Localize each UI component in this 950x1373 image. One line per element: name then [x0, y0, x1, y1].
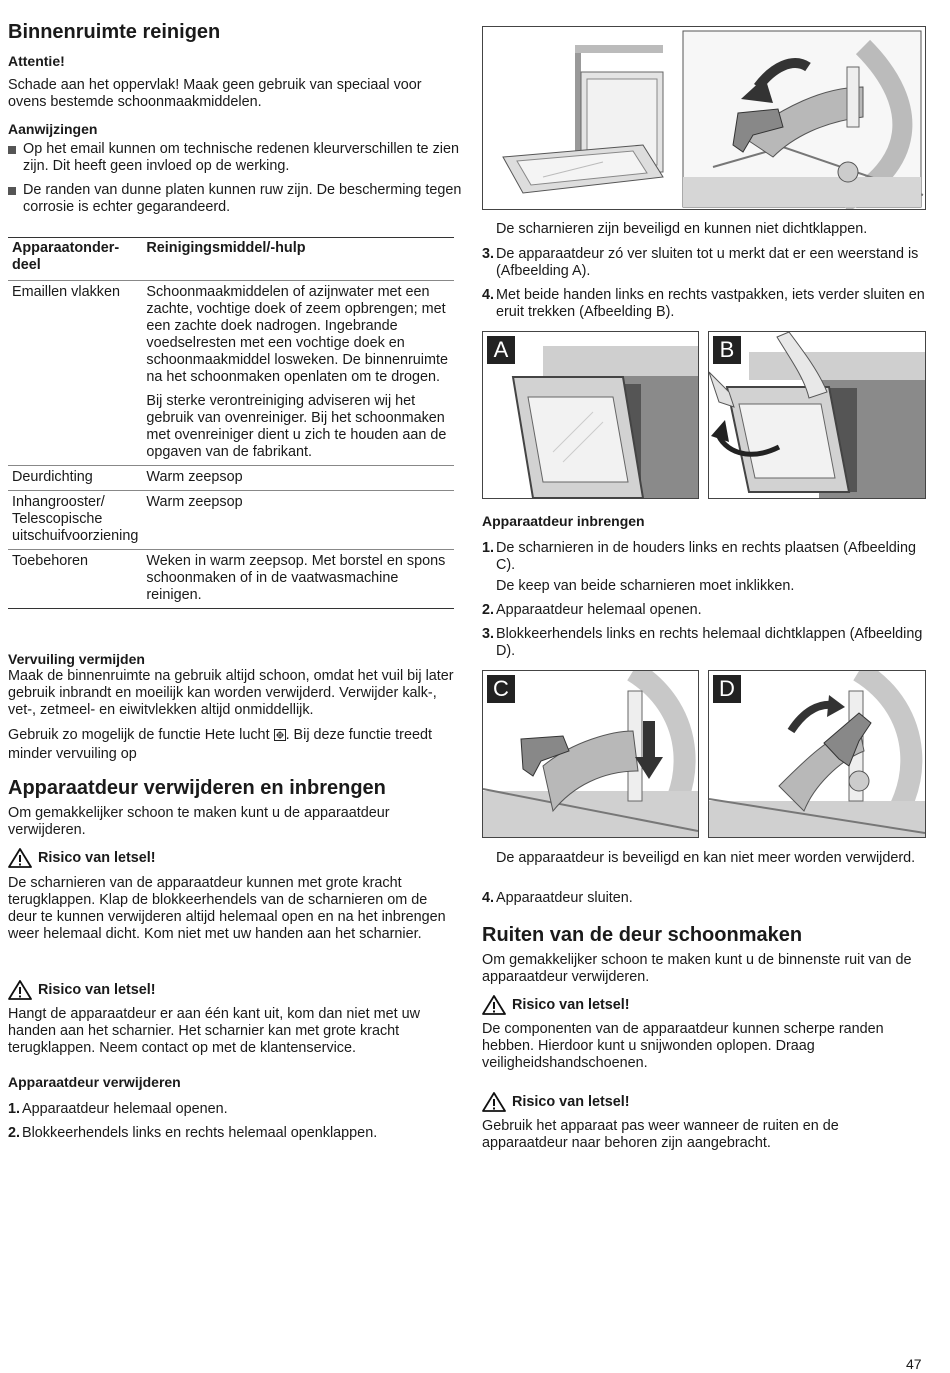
- oven-door-close-illustration: [483, 332, 698, 498]
- risk-heading-text: Risico van letsel!: [38, 982, 156, 998]
- figure-hinge-open: [482, 26, 926, 210]
- step-text: Met beide handen links en rechts vastpakken, iets verder sluiten en eruit trekken (Afbeelding B).: [496, 287, 925, 320]
- hot-air-icon: [274, 729, 286, 746]
- cleaner-text-2: Bij sterke verontreiniging adviseren wij het gebruik van ovenreiniger. Bij het schoonmaken met ovenreiniger dient u zich te houden aan de opgaven van de fabrikant.: [146, 393, 447, 460]
- notes-heading: Aanwijzingen: [8, 121, 98, 137]
- risk-heading: [8, 848, 156, 868]
- table-cell-cleaner: Weken in warm zeepsop. Met borstel en spons schoonmaken of in de vaatwasmachine reinigen.: [146, 553, 446, 603]
- figure-a: [482, 331, 699, 499]
- risk-heading: [482, 1092, 630, 1112]
- avoid-text-2a: Gebruik zo mogelijk de functie Hete lucht: [8, 727, 270, 743]
- step-text: De scharnieren in de houders links en rechts plaatsen (Afbeelding C).: [496, 540, 916, 573]
- risk-heading: [482, 995, 630, 1015]
- figure-d: [708, 670, 926, 838]
- step-text: Apparaatdeur helemaal openen.: [22, 1101, 228, 1117]
- table-cell-cleaner: Warm zeepsop: [146, 494, 243, 510]
- table-row: [8, 466, 454, 491]
- table-cell-part: Inhangrooster/ Telescopische uitschuifvoorziening: [12, 494, 139, 544]
- table-cell-part: Deurdichting: [12, 469, 93, 485]
- avoid-heading: Vervuiling vermijden: [8, 651, 145, 667]
- avoid-text-2b: . Bij deze functie treedt minder vervuiling op: [8, 727, 432, 762]
- step-number: 4.: [482, 890, 495, 906]
- step-item: [482, 890, 926, 907]
- table-cell-part: Toebehoren: [12, 553, 89, 569]
- step-text: Blokkeerhendels links en rechts helemaal openklappen.: [22, 1125, 378, 1141]
- table-row: [8, 281, 454, 466]
- glass-intro: Om gemakkelijker schoon te maken kunt u de binnenste ruit van de apparaatdeur verwijderen.: [482, 952, 912, 985]
- step-item: [8, 1125, 462, 1142]
- step-item: [482, 540, 926, 574]
- avoid-text: Maak de binnenruimte na gebruik altijd schoon, omdat het vuil bij later gebruik inbrandt en moeilijk kan worden verwijderd. Verwijder kalk-, vet-, zetmeel- en eiwitvlekken altijd onmiddellijk.: [8, 668, 454, 718]
- figure-label: C: [487, 675, 515, 703]
- table-row: [8, 550, 454, 609]
- step-number: 2.: [482, 602, 495, 618]
- step-item: [482, 287, 926, 321]
- note-item: Op het email kunnen om technische redenen kleurverschillen te zien zijn. Dit heeft geen invloed op de werking.: [8, 141, 463, 175]
- oven-door-illustration: [483, 27, 925, 209]
- table-cell-cleaner: Warm zeepsop: [146, 469, 243, 485]
- step-text: Blokkeerhendels links en rechts helemaal dichtklappen (Afbeelding D).: [496, 626, 923, 659]
- figure-c: [482, 670, 699, 838]
- section-title-door: Apparaatdeur verwijderen en inbrengen: [8, 777, 386, 799]
- cleaner-text: Schoonmaakmiddelen of azijnwater met een zachte, vochtige doek of zeem opbrengen; met een zachte doek nadrogen. Ingebrande voedselresten met een vochtige doek en schoonmaakmiddel losweken. De binnenruimte na het schoonmaken openlaten om te drogen.: [146, 284, 448, 385]
- risk-heading-text: Risico van letsel!: [512, 997, 630, 1013]
- step-item: [482, 602, 926, 619]
- step-item: [8, 1101, 462, 1118]
- section-title-glass: Ruiten van de deur schoonmaken: [482, 924, 803, 946]
- table-header-part: Apparaatonder-deel: [12, 240, 120, 273]
- warning-icon: [482, 1092, 506, 1112]
- avoid-text-2: [8, 727, 448, 763]
- step-text: Apparaatdeur sluiten.: [496, 890, 633, 906]
- step-number: 3.: [482, 626, 495, 642]
- section-title-binnenruimte: Binnenruimte reinigen: [8, 21, 221, 43]
- figure-label: D: [713, 675, 741, 703]
- risk-heading-text: Risico van letsel!: [38, 850, 156, 866]
- risk-text: De componenten van de apparaatdeur kunnen scherpe randen hebben. Hierdoor kunt u snijwonden oplopen. Draag veiligheidshandschoenen.: [482, 1021, 884, 1071]
- figure-label: A: [487, 336, 515, 364]
- door-intro: Om gemakkelijker schoon te maken kunt u de apparaatdeur verwijderen.: [8, 805, 390, 838]
- note-item: De randen van dunne platen kunnen ruw zijn. De bescherming tegen corrosie is echter gegarandeerd.: [8, 182, 463, 216]
- table-header-row: [8, 238, 454, 281]
- risk-text: Hangt de apparaatdeur er aan één kant uit, kom dan niet met uw handen aan het scharnier. Het scharnier kan met grote kracht terugklappen. Neem contact op met de klantenservice.: [8, 1006, 420, 1056]
- table-cell-cleaner: [142, 281, 454, 466]
- hinge-lock-illustration: [709, 671, 925, 837]
- remove-heading: Apparaatdeur verwijderen: [8, 1074, 181, 1090]
- table-row: [8, 491, 454, 550]
- attention-heading: Attentie!: [8, 53, 65, 69]
- risk-heading: [8, 980, 156, 1000]
- table-header-cleaner: Reinigingsmiddel/-hulp: [146, 240, 306, 256]
- figure-label: B: [713, 336, 741, 364]
- risk-heading-text: Risico van letsel!: [512, 1094, 630, 1110]
- step-number: 1.: [482, 540, 495, 556]
- step-number: 3.: [482, 246, 495, 262]
- table-cell-part: Emaillen vlakken: [12, 284, 120, 300]
- warning-icon: [8, 980, 32, 1000]
- hinges-secured-text: De scharnieren zijn beveiligd en kunnen niet dichtklappen.: [496, 221, 868, 237]
- risk-text: Gebruik het apparaat pas weer wanneer de ruiten en de apparaatdeur naar behoren zijn aangebracht.: [482, 1118, 839, 1151]
- hinge-insert-illustration: [483, 671, 698, 837]
- step-number: 1.: [8, 1101, 21, 1117]
- oven-door-lift-illustration: [709, 332, 925, 498]
- page-number: 47: [906, 1356, 922, 1372]
- cleaning-table: [8, 237, 454, 609]
- step-text: De apparaatdeur zó ver sluiten tot u merkt dat er een weerstand is (Afbeelding A).: [496, 246, 919, 279]
- step-number: 4.: [482, 287, 495, 303]
- insert-heading: Apparaatdeur inbrengen: [482, 513, 645, 529]
- warning-icon: [482, 995, 506, 1015]
- step-text: Apparaatdeur helemaal openen.: [496, 602, 702, 618]
- step-number: 2.: [8, 1125, 21, 1141]
- warning-icon: [8, 848, 32, 868]
- attention-text: Schade aan het oppervlak! Maak geen gebruik van speciaal voor ovens bestemde schoonmaakmiddelen.: [8, 77, 422, 110]
- insert-note: De keep van beide scharnieren moet inklikken.: [496, 578, 795, 594]
- risk-text: De scharnieren van de apparaatdeur kunnen met grote kracht terugklappen. Klap de blokkeerhendels van de scharnieren om de deur te kunnen verwijderen altijd helemaal open en na het inbrengen weer helemaal dicht. Kom niet met uw handen aan het scharnier.: [8, 875, 446, 942]
- secured-note: De apparaatdeur is beveiligd en kan niet meer worden verwijderd.: [496, 850, 916, 866]
- step-item: [482, 626, 926, 660]
- figure-b: [708, 331, 926, 499]
- step-item: [482, 246, 926, 280]
